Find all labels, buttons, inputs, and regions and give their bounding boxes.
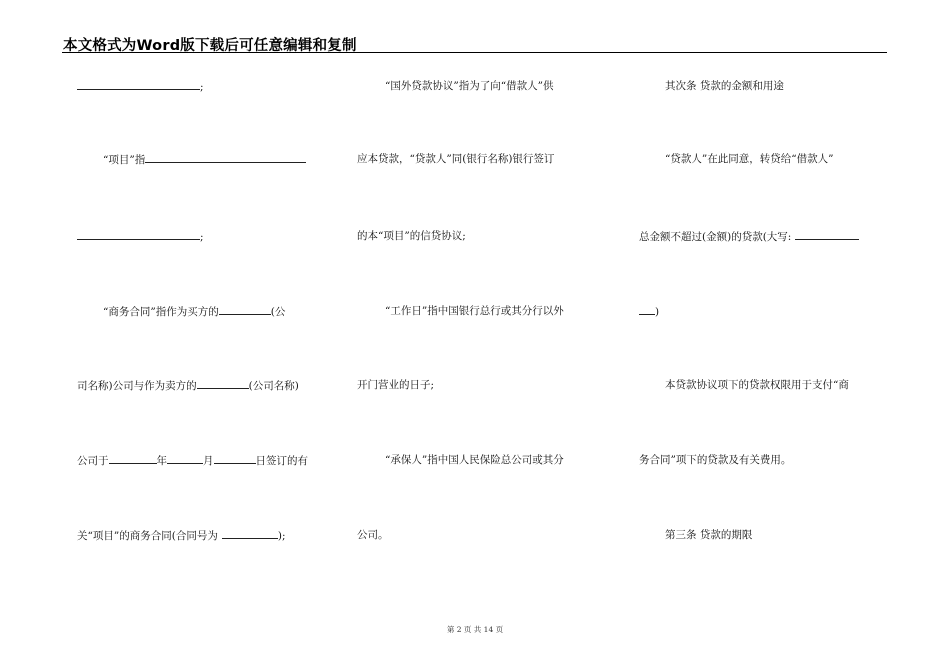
page-number-footer: 第 2 页 共 14 页 bbox=[446, 625, 504, 634]
header-divider bbox=[62, 52, 887, 53]
fill-blank bbox=[219, 304, 271, 315]
fill-blank bbox=[167, 453, 203, 464]
text-line: “工作日”指中国银行总行或其分行以外 bbox=[385, 305, 564, 317]
fill-blank bbox=[109, 453, 157, 464]
text-line: 的本“项目”的信贷协议; bbox=[357, 230, 466, 242]
text-line: “项目”指 bbox=[103, 152, 306, 166]
document-header-title: 本文格式为Word版下载后可任意编辑和复制 bbox=[63, 38, 357, 54]
fill-blank bbox=[795, 229, 859, 240]
text-line: “贷款人”在此同意，转贷给“借款人” bbox=[665, 153, 834, 165]
fill-blank bbox=[77, 79, 200, 90]
text-line: 关“项目”的商务合同(合同号为 ); bbox=[77, 530, 286, 542]
text-line: 总金额不超过(金额)的贷款(大写: bbox=[639, 229, 859, 243]
text-line: 公司。 bbox=[357, 529, 389, 541]
fill-blank bbox=[639, 304, 655, 315]
section-heading: 其次条 贷款的金额和用途 bbox=[665, 80, 784, 92]
text-line: 应本贷款，“贷款人”同(银行名称)银行签订 bbox=[357, 153, 555, 165]
fill-blank bbox=[77, 229, 200, 240]
fill-blank bbox=[197, 378, 249, 389]
text-line: “商务合同”指作为买方的 (公 bbox=[103, 306, 286, 318]
section-heading: 第三条 贷款的期限 bbox=[665, 529, 753, 541]
fill-blank bbox=[145, 152, 306, 163]
text-line: 务合同”项下的贷款及有关费用。 bbox=[639, 454, 792, 466]
text-line: 本贷款协议项下的贷款权限用于支付“商 bbox=[665, 379, 849, 391]
text-line: ; bbox=[77, 229, 204, 243]
text-line: ) bbox=[639, 304, 659, 318]
text-line: “国外贷款协议”指为了向“借款人”供 bbox=[385, 80, 554, 92]
text-line: ; bbox=[77, 79, 204, 93]
text-line: “承保人”指中国人民保险总公司或其分 bbox=[385, 454, 564, 466]
text-line: 公司于 年 月 日签订的有 bbox=[77, 455, 308, 467]
text-line: 开门营业的日子; bbox=[357, 379, 435, 391]
text-line: 司名称)公司与作为卖方的 (公司名称) bbox=[77, 380, 299, 392]
fill-blank bbox=[222, 528, 278, 539]
fill-blank bbox=[214, 453, 256, 464]
